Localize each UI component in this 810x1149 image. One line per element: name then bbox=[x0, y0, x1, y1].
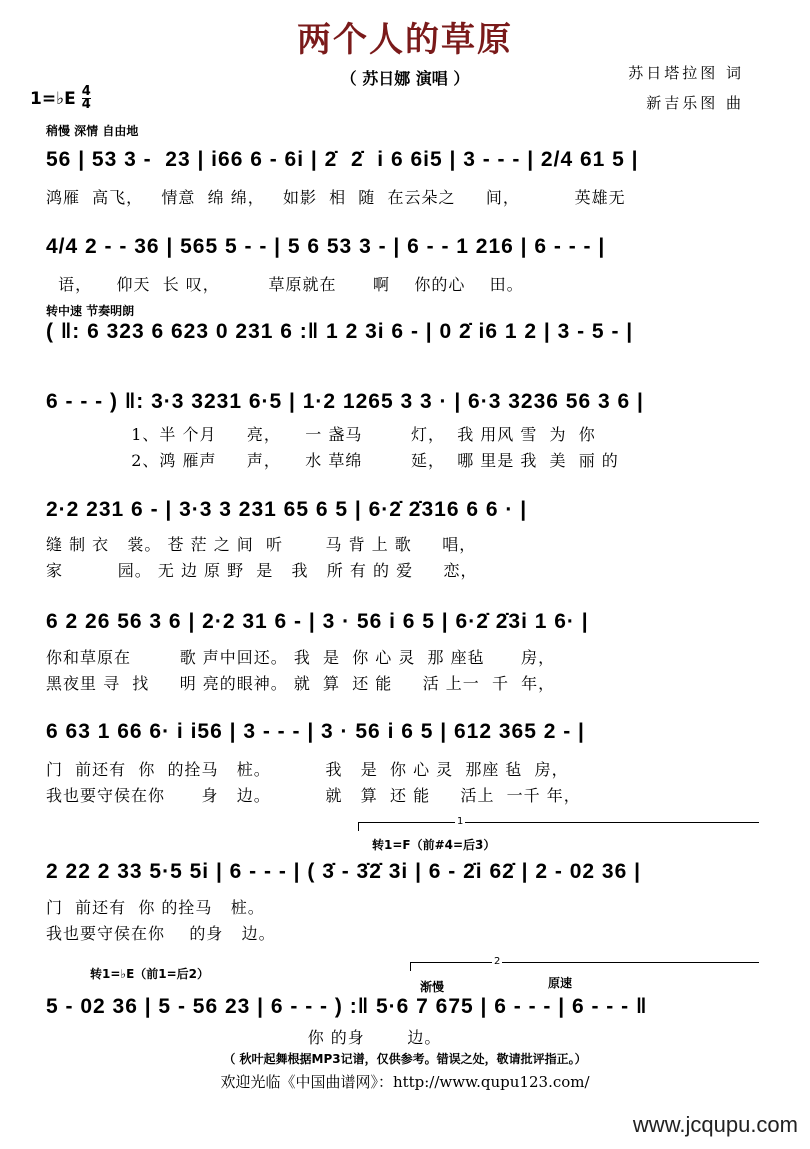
lyric-line-1: 鸿雁 高飞， 情意 绵 绵， 如影 相 随 在云朵之 间， 英雄无 bbox=[46, 188, 626, 207]
singer-credit: （ 苏日娜 演唱 ） bbox=[340, 69, 470, 88]
notation-line-4: 6 - - - ) ‖: 3·3 3231 6·5 | 1·2 1265 3 3 · | 6·3 3236 56 3 6 | bbox=[46, 390, 644, 413]
key-label: 1=♭E bbox=[30, 88, 76, 109]
transcriber-note: （ 秋叶起舞根据MP3记谱，仅供参考。错误之处，敬请批评指正。） bbox=[223, 1052, 587, 1066]
lyricist-credit: 苏日塔拉图 词 bbox=[628, 64, 744, 82]
notation-line-8: 2 22 2 33 5·5 5i | 6 - - - | ( 3̇ - 3̇2̇ 3i | 6 - 2̇i 62̇ | 2 - 02 36 | bbox=[46, 860, 641, 883]
key-signature bbox=[30, 86, 91, 111]
lyric-line-4a: 1、半 个月 亮， 一 盏马 灯， 我 用风 雪 为 你 bbox=[46, 425, 596, 444]
lyric-line-5a: 缝 制 衣 裳。 苍 茫 之 间 听 马 背 上 歌 唱， bbox=[46, 535, 477, 554]
key-change-annotation: 转1=F（前#4̇=后3̇） bbox=[372, 838, 496, 852]
volta-bracket-1 bbox=[358, 822, 759, 831]
lyric-line-8a: 门 前还有 你 的拴马 桩。 bbox=[46, 898, 265, 917]
notation-line-2: 4/4 2 - - 36 | 565 5 - - | 5 6 53 3 - | 6 - - 1 216 | 6 - - - | bbox=[46, 235, 606, 258]
notation-line-5: 2·2 231 6 - | 3·3 3 231 65 6 5 | 6·2̇ 2̇316 6 6 · | bbox=[46, 498, 528, 521]
lyric-line-5b: 家 园。 无 边 原 野 是 我 所 有 的 爱 恋， bbox=[46, 561, 478, 580]
composer-credit: 新吉乐图 曲 bbox=[646, 94, 744, 112]
notation-line-3: ( ‖: 6 323 6 623 0 231 6 :‖ 1 2 3i 6 - | 0 2̇ i6 1 2 | 3 - 5 - | bbox=[46, 320, 634, 343]
key-return-annotation: 转1=♭E（前1=后2） bbox=[90, 967, 210, 981]
volta-bracket-2 bbox=[410, 962, 759, 971]
a-tempo-mark: 原速 bbox=[548, 976, 573, 990]
notation-line-9: 5 - 02 36 | 5 - 56 23 | 6 - - - ) :‖ 5·6 7 675 | 6 - - - | 6 - - - ‖ bbox=[46, 995, 648, 1018]
volta-label-2: 2 bbox=[494, 956, 501, 967]
ritardando-mark: 渐慢 bbox=[420, 980, 445, 994]
tempo-change-mark: 转中速 节奏明朗 bbox=[46, 304, 135, 318]
tempo-mark: 稍慢 深情 自由地 bbox=[46, 124, 139, 138]
song-title: 两个人的草原 bbox=[297, 20, 513, 60]
site-welcome: 欢迎光临《中国曲谱网》：http://www.qupu123.com/ bbox=[220, 1073, 590, 1091]
lyric-line-2: 语， 仰天 长 叹， 草原就在 啊 你的心 田。 bbox=[46, 275, 524, 294]
watermark: www.jcqupu.com bbox=[632, 1112, 798, 1137]
time-signature: $\frac{4}{4}$ bbox=[81, 84, 91, 112]
lyric-line-6b: 黑夜里 寻 找 明 亮的眼神。 就 算 还 能 活 上一 千 年， bbox=[46, 674, 556, 693]
lyric-line-7a: 门 前还有 你 的拴马 桩。 我 是 你 心 灵 那座 毡 房， bbox=[46, 760, 569, 779]
notation-line-6: 6 2 26 56 3 6 | 2·2 31 6 - | 3 · 56 i 6 5 | 6·2̇ 2̇3i 1 6· | bbox=[46, 610, 589, 633]
lyric-line-4b: 2、鸿 雁声 声， 水 草绵 延， 哪 里是 我 美 丽 的 bbox=[46, 451, 619, 470]
notation-line-7: 6 63 1 66 6· i i56 | 3 - - - | 3 · 56 i 6 5 | 612 365 2 - | bbox=[46, 720, 585, 743]
notation-line-1: 56 | 53 3 - 23 | i66 6 - 6i | 2̇ 2̇ i 6 6i5 | 3 - - - | 2/4 61 5 | bbox=[46, 148, 639, 171]
lyric-line-7b: 我也要守侯在你 身 边。 就 算 还 能 活上 一千 年， bbox=[46, 786, 581, 805]
volta-label-1: 1 bbox=[457, 816, 464, 827]
lyric-line-8b: 我也要守侯在你 的身 边。 bbox=[46, 924, 276, 943]
lyric-line-9: 你 的身 边。 bbox=[46, 1028, 442, 1047]
lyric-line-6a: 你和草原在 歌 声中回还。 我 是 你 心 灵 那 座毡 房， bbox=[46, 648, 556, 667]
